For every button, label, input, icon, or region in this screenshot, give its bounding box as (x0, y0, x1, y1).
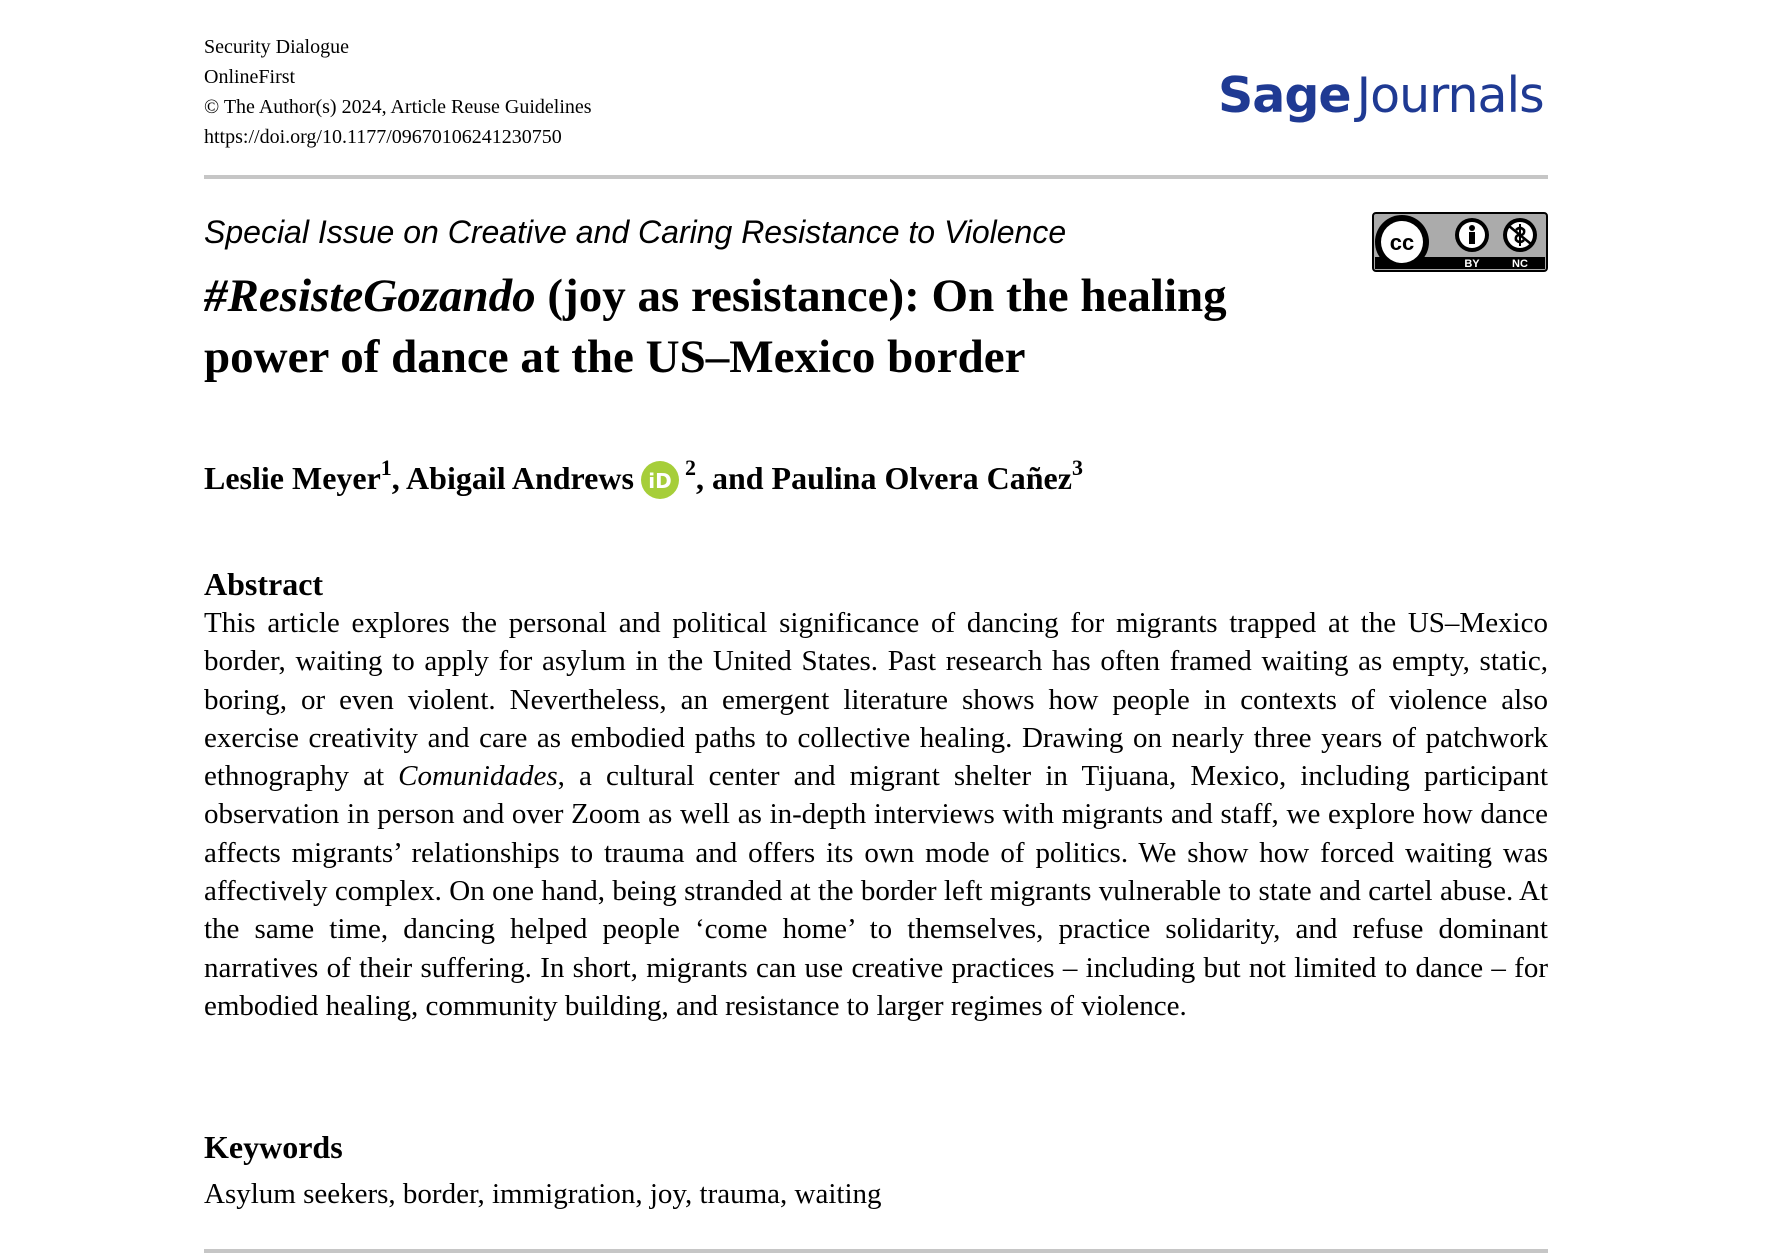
header-divider (204, 175, 1548, 179)
logo-product: Journals (1356, 67, 1544, 124)
license-badge[interactable] (1372, 212, 1548, 272)
author-separator: , and (695, 460, 772, 496)
publication-status: OnlineFirst (204, 66, 296, 88)
abstract-text-before: This article explores the personal and political significance of dancing for migrants trapped at the US–Mexico border, waiting to apply for asylum in the United States. Past research has often framed waiting as empty, static, boring, or even violent. Nevertheless, an emergent literature shows how people in contexts of violence also exercise creativity and care as embodied paths to collective healing. Drawing on nearly three years of patchwork ethnography at (204, 607, 1548, 793)
author-name[interactable]: Leslie Meyer (204, 460, 381, 496)
cc-mark: cc (1389, 230, 1415, 255)
orcid-icon[interactable] (641, 461, 679, 499)
abstract-text-after: , a cultural center and migrant shelter in Tijuana, Mexico, including participant observation in person and over Zoom as well as in-depth interviews with migrants and staff, we explore how dance affects migrants’ relationships to trauma and offers its own mode of politics. We show how forced waiting was affectively complex. On one hand, being stranded at the border left migrants vulnerable to state and cartel abuse. At the same time, dancing helped people ‘come home’ to themselves, practice solidarity, and refuse dominant narratives of their suffering. In short, migrants can use creative practices – including but not limited to dance – for embodied healing, community building, and resistance to larger regimes of violence. (204, 760, 1549, 1022)
author-list (204, 454, 1083, 502)
article-title (204, 266, 1264, 388)
creative-commons-by-nc-icon (1372, 212, 1548, 272)
abstract-body (204, 604, 1548, 1025)
sage-journals-logo[interactable] (1218, 64, 1548, 128)
title-rest: (joy as resistance): On the healing power of dance at the US–Mexico border (204, 270, 1227, 383)
footer-divider (204, 1249, 1548, 1253)
journal-meta (204, 32, 592, 152)
logo-brand: Sage (1218, 67, 1351, 124)
affiliation-marker[interactable]: 1 (380, 455, 392, 480)
abstract-heading: Abstract (204, 566, 324, 602)
affiliation-marker[interactable]: 3 (1071, 455, 1083, 480)
doi-link[interactable]: https://doi.org/10.1177/09670106241230750 (204, 126, 562, 148)
author-name[interactable]: Abigail Andrews (406, 460, 634, 496)
copyright-line[interactable]: © The Author(s) 2024, Article Reuse Guidelines (204, 96, 592, 118)
keywords-heading: Keywords (204, 1129, 343, 1165)
nc-label: NC (1512, 258, 1528, 270)
title-hashtag: #ResisteGozando (204, 270, 536, 322)
abstract-italic-term: Comunidades (398, 760, 558, 793)
journal-name[interactable]: Security Dialogue (204, 36, 349, 58)
orcid-label: iD (648, 469, 672, 493)
special-issue-label: Special Issue on Creative and Caring Resistance to Violence (204, 214, 1067, 250)
author-separator: , (391, 460, 407, 496)
by-label: BY (1464, 258, 1480, 270)
author-name[interactable]: Paulina Olvera Cañez (771, 460, 1072, 496)
keywords-list: Asylum seekers, border, immigration, joy, trauma, waiting (204, 1178, 882, 1210)
affiliation-marker[interactable]: 2 (684, 455, 696, 480)
